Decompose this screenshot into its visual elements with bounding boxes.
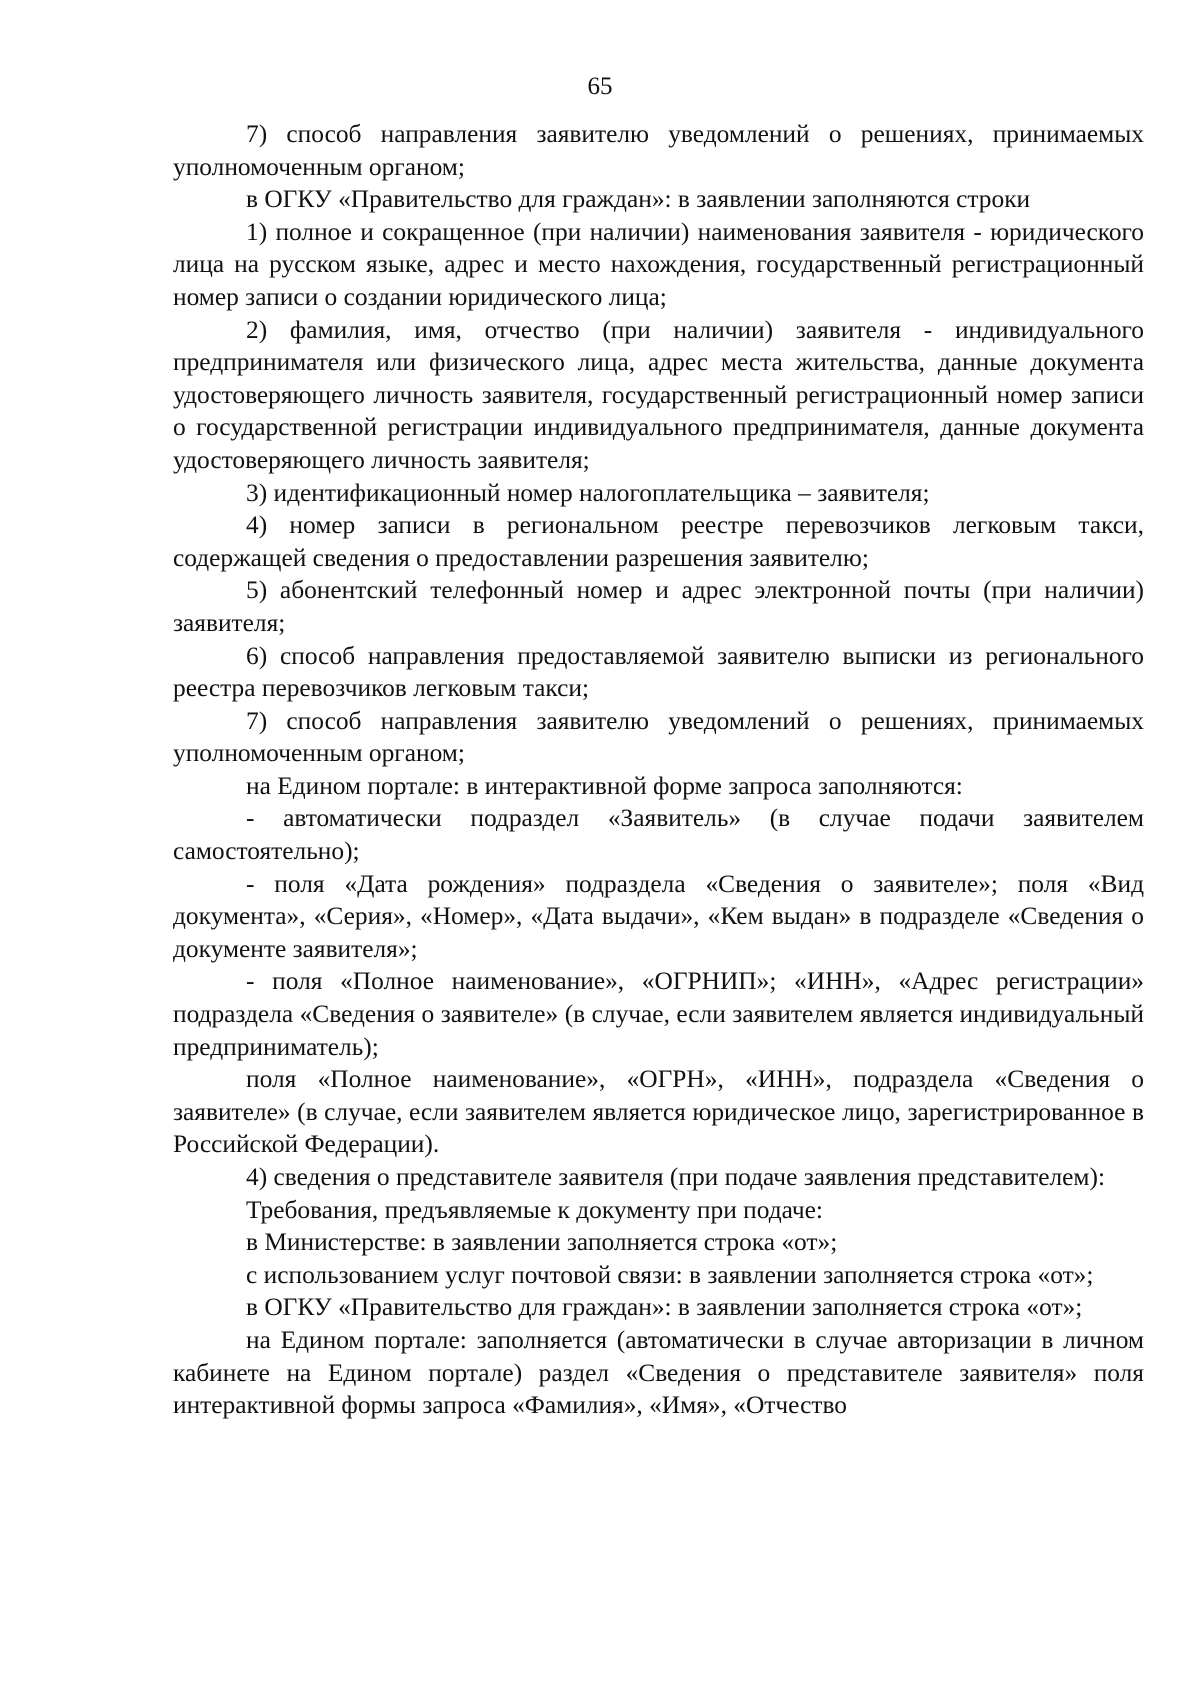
paragraph: с использованием услуг почтовой связи: в заявлении заполняется строка «от»; — [246, 1260, 1094, 1289]
paragraph: поля «Полное наименование», «ОГРН», «ИНН», подраздела «Сведения о заявителе» (в случае, если заявителем является юридическое лицо, зарегистрированное в Российской Федерации). — [173, 1065, 1144, 1159]
paragraph: 6) способ направления предоставляемой заявителю выписки из регионального реестра перевозчиков легковым такси; — [173, 641, 1144, 703]
paragraph: 5) абонентский телефонный номер и адрес электронной почты (при наличии) заявителя; — [173, 576, 1144, 637]
paragraph: в ОГКУ «Правительство для граждан»: в заявлении заполняется строка «от»; — [246, 1293, 1083, 1322]
paragraph: - автоматически подраздел «Заявитель» (в случае подачи заявителем самостоятельно); — [173, 804, 1144, 866]
paragraph: - поля «Полное наименование», «ОГРНИП»; «ИНН», «Адрес регистрации» подраздела «Сведения о заявителе» (в случае, если заявителем является индивидуальный предприниматель); — [173, 967, 1144, 1061]
document-body — [173, 118, 1144, 1422]
paragraph: 4) сведения о представителе заявителя (при подаче заявления представителем): — [246, 1163, 1106, 1191]
paragraph: в Министерстве: в заявлении заполняется строка «от»; — [246, 1228, 838, 1257]
paragraph: 4) номер записи в региональном реестре перевозчиков легковым такси, содержащей сведения о предоставлении разрешения заявителю; — [173, 511, 1144, 572]
paragraph: Требования, предъявляемые к документу при подаче: — [246, 1195, 823, 1224]
paragraph: - поля «Дата рождения» подраздела «Сведения о заявителе»; поля «Вид документа», «Серия», «Номер», «Дата выдачи», «Кем выдан» в подразделе «Сведения о документе заявителя»; — [173, 869, 1144, 963]
paragraph: в ОГКУ «Правительство для граждан»: в заявлении заполняются строки — [246, 185, 1031, 214]
page-number: 65 — [587, 73, 613, 100]
paragraph: 7) способ направления заявителю уведомлений о решениях, принимаемых уполномоченным органом; — [173, 706, 1144, 768]
paragraph: 1) полное и сокращенное (при наличии) наименования заявителя - юридического лица на русском языке, адрес и место нахождения, государственный регистрационный номер записи о создании юридического лица; — [173, 217, 1144, 311]
paragraph: на Едином портале: заполняется (автоматически в случае авторизации в личном кабинете на Едином портале) раздел «Сведения о представителе заявителя» поля интерактивной формы запроса «Фамилия», «Имя», «Отчество — [173, 1325, 1144, 1420]
paragraph: 7) способ направления заявителю уведомлений о решениях, принимаемых уполномоченным органом; — [173, 120, 1144, 181]
paragraph: 3) идентификационный номер налогоплательщика – заявителя; — [246, 478, 930, 507]
paragraph: на Едином портале: в интерактивной форме запроса заполняются: — [246, 771, 963, 800]
paragraph: 2) фамилия, имя, отчество (при наличии) заявителя - индивидуального предпринимателя или физического лица, адрес места жительства, данные документа удостоверяющего личность заявителя, государственный регистрационный номер записи о государственной регистрации индивидуального предпринимателя, данные документа удостоверяющего личность заявителя; — [173, 315, 1144, 474]
